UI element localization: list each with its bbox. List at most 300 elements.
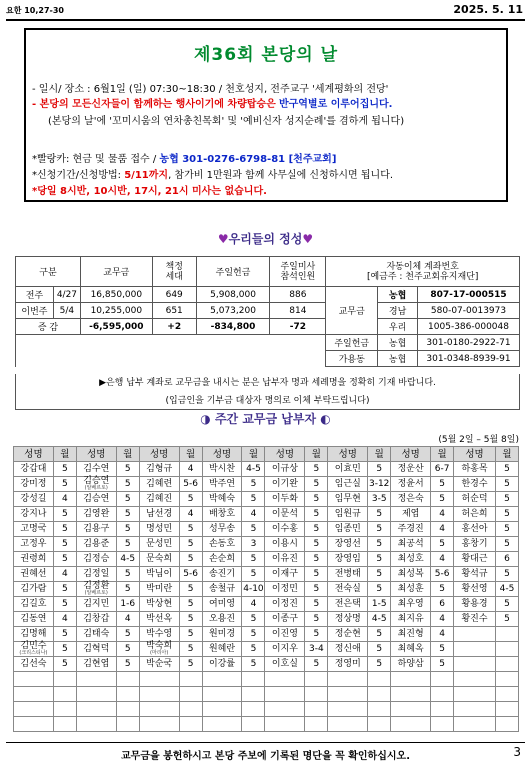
donor-month: 1-5 (368, 597, 391, 612)
donor-name: 원미경 (202, 627, 242, 642)
heart-icon: ♥ (217, 232, 229, 246)
donor-name: 권혜선 (14, 567, 54, 582)
donor-month: 5 (431, 657, 454, 672)
donor-name (139, 672, 179, 687)
donor-month (53, 687, 76, 702)
donor-month: 5 (495, 507, 518, 522)
donor-month: 5 (495, 462, 518, 477)
donor-name: 강미정 (14, 477, 54, 492)
donor-name (202, 672, 242, 687)
donor-month (495, 627, 518, 642)
donor-month (368, 717, 391, 732)
donor-month: 5 (305, 537, 328, 552)
donor-month: 5 (116, 642, 139, 657)
donor-name: 최혜옥 (391, 642, 431, 657)
donor-name: 허순덕 (454, 492, 496, 507)
donor-name (202, 717, 242, 732)
donor-name: 최성호 (391, 552, 431, 567)
donor-month: 5 (242, 567, 265, 582)
donor-month: 3 (242, 537, 265, 552)
donor-name: 하양삼 (391, 657, 431, 672)
table-row (14, 702, 519, 717)
donor-name: 최성복 (391, 567, 431, 582)
table-row (14, 657, 519, 672)
donor-name: 제엽 (391, 507, 431, 522)
donor-name: 전숙실 (328, 582, 368, 597)
note-line-1: ▶은행 납부 계좌로 교무금을 내시는 분은 납부자 명과 세례명을 정확히 기재 바랍니다. (99, 378, 436, 388)
col-header-month: 월 (242, 447, 265, 462)
donor-month: 5 (305, 657, 328, 672)
col-header-month: 월 (179, 447, 202, 462)
header-category: 구분 (16, 257, 81, 287)
donor-name (328, 717, 368, 732)
gyomu-account-label: 교무금 (326, 287, 378, 335)
heart-icon: ♥ (302, 232, 314, 246)
donor-month: 5 (431, 642, 454, 657)
col-header-name: 성명 (391, 447, 431, 462)
donor-name (14, 702, 54, 717)
donor-name: 박순국 (139, 657, 179, 672)
donor-name: 정상명 (328, 612, 368, 627)
donor-month: 5 (305, 552, 328, 567)
baptismal-name: (마리아) (149, 650, 169, 656)
donor-month: 5 (116, 537, 139, 552)
sunday-account-label: 주일헌금 (326, 335, 378, 351)
donor-month (495, 702, 518, 717)
donor-month (431, 672, 454, 687)
donor-name: 이정진 (265, 597, 305, 612)
event-line-5: *신청기간/신청방법: 5/11까지, 참가비 1만원과 함께 사무실에 신청하시면 됩니다. (32, 170, 394, 181)
donor-name (139, 702, 179, 717)
donor-name: 임근실 (328, 477, 368, 492)
donor-month: 5 (242, 612, 265, 627)
donor-name: 김태숙 (76, 627, 116, 642)
col-header-month: 월 (431, 447, 454, 462)
header-accounts: 자동이체 계좌번호 [예금주 : 천주교회유지재단] (326, 257, 520, 287)
col-header-name: 성명 (328, 447, 368, 462)
event-line-6: *당일 8시반, 10시반, 17시, 21시 미사는 없습니다. (32, 186, 267, 197)
donor-month: 4 (431, 507, 454, 522)
donor-month: 5 (116, 522, 139, 537)
donor-month: 5 (179, 642, 202, 657)
donor-month (495, 717, 518, 732)
donor-name: 김길호 (14, 597, 54, 612)
donor-name (454, 687, 496, 702)
donors-title: ◑ 주간 교무금 납부자 ◐ (200, 412, 331, 426)
donor-name: 김용준 (76, 537, 116, 552)
col-header-month: 월 (53, 447, 76, 462)
donor-name (391, 672, 431, 687)
donor-name: 임종민 (328, 522, 368, 537)
donor-month: 5 (495, 612, 518, 627)
donor-name (202, 687, 242, 702)
donor-month: 5 (116, 477, 139, 492)
table-row (14, 642, 519, 657)
donor-name: 배창호 (202, 507, 242, 522)
donor-name: 이기완 (265, 477, 305, 492)
donor-month: 5 (368, 522, 391, 537)
donor-month: 5 (242, 477, 265, 492)
donor-name: 김창갑 (76, 612, 116, 627)
donor-month: 5 (53, 627, 76, 642)
donor-month: 3-12 (368, 477, 391, 492)
donor-name (391, 717, 431, 732)
donor-month (305, 687, 328, 702)
donor-month (305, 702, 328, 717)
donor-name (454, 642, 496, 657)
donor-month: 5 (53, 582, 76, 597)
donor-name: 박수영 (139, 627, 179, 642)
donor-month (431, 687, 454, 702)
donor-name: 장영선 (328, 537, 368, 552)
gospel-reference: 요한 10,27-30 (6, 6, 64, 15)
donor-month: 5 (242, 642, 265, 657)
donor-name: 여미영 (202, 597, 242, 612)
donor-month: 4 (431, 522, 454, 537)
donor-name: 정은숙 (391, 492, 431, 507)
donor-month: 4 (431, 552, 454, 567)
donor-month: 3-4 (305, 642, 328, 657)
donor-name: 홍선아 (454, 522, 496, 537)
donor-month (116, 702, 139, 717)
donor-name: 이강률 (202, 657, 242, 672)
donor-name (76, 687, 116, 702)
donor-month: 5 (242, 492, 265, 507)
donor-month: 4-5 (242, 462, 265, 477)
donor-name: 황석규 (454, 567, 496, 582)
donor-name: 김현엽 (76, 657, 116, 672)
donor-month: 5 (305, 477, 328, 492)
donor-name: 이재구 (265, 567, 305, 582)
donor-month: 5 (368, 567, 391, 582)
donor-name: 손동호 (202, 537, 242, 552)
table-row (14, 537, 519, 552)
donor-name: 황대근 (454, 552, 496, 567)
donor-name: 이규상 (265, 462, 305, 477)
donor-name: 전병태 (328, 567, 368, 582)
donor-month (242, 687, 265, 702)
header-households: 책정 세대 (152, 257, 196, 287)
donor-name: 박주연 (202, 477, 242, 492)
donor-month: 5 (368, 537, 391, 552)
donor-month: 5 (53, 537, 76, 552)
donor-name: 김승연 (알베르토) (76, 477, 116, 492)
event-line-1: - 일시/ 장소 : 6월1일 (일) 07:30~18:30 / 천호성지, 전주교구 '세계평화의 전당' (32, 84, 389, 95)
donor-name: 이종구 (265, 612, 305, 627)
donor-month: 1-6 (116, 597, 139, 612)
donor-month: 5 (431, 477, 454, 492)
donor-name (139, 717, 179, 732)
donor-month: 4 (431, 627, 454, 642)
donor-month: 5 (179, 537, 202, 552)
donor-name (328, 687, 368, 702)
event-notice-box (24, 28, 508, 202)
donor-month: 5 (53, 462, 76, 477)
donor-month: 5-6 (431, 567, 454, 582)
footer-text: 교무금을 봉헌하시고 본당 주보에 기록된 명단을 꼭 확인하십시오. (121, 751, 410, 762)
table-row (14, 597, 519, 612)
event-title: 제36회 본당의 날 (193, 45, 339, 65)
donor-name: 송철규 (202, 582, 242, 597)
donor-month (179, 687, 202, 702)
donor-month (116, 672, 139, 687)
event-line-3: (본당의 날'에 '꼬미시움의 연차총친목회' 및 '예비신자 성지순례'를 겸하게 됩니다) (48, 116, 405, 127)
table-row (14, 627, 519, 642)
donor-month (53, 702, 76, 717)
donor-month: 5 (495, 537, 518, 552)
col-header-name: 성명 (139, 447, 179, 462)
donor-name: 박혜숙 (202, 492, 242, 507)
donor-month: 4 (431, 612, 454, 627)
donor-month (368, 672, 391, 687)
donor-name: 정순현 (328, 627, 368, 642)
donor-month: 5 (495, 567, 518, 582)
donor-name: 이진영 (265, 627, 305, 642)
donor-month (495, 642, 518, 657)
donor-month: 5 (116, 462, 139, 477)
donor-month (305, 672, 328, 687)
donor-name (76, 717, 116, 732)
col-header-month: 월 (368, 447, 391, 462)
donor-name: 김형규 (139, 462, 179, 477)
donor-month: 5 (116, 582, 139, 597)
donor-month: 4 (53, 567, 76, 582)
donor-name (14, 687, 54, 702)
donor-month: 6-7 (431, 462, 454, 477)
donor-month (116, 687, 139, 702)
donor-name: 하홍목 (454, 462, 496, 477)
join-account-label: 가용동 (326, 351, 378, 367)
donor-name: 이용시 (265, 537, 305, 552)
note-line-2: (입금인을 기부금 대상자 명의로 이체 부탁드립니다) (165, 396, 370, 406)
donor-name: 최진형 (391, 627, 431, 642)
col-header-month: 월 (116, 447, 139, 462)
donor-name: 김선숙 (14, 657, 54, 672)
table-row (14, 672, 519, 687)
col-header-name: 성명 (265, 447, 305, 462)
donor-month (368, 702, 391, 717)
half-circle-icon: ◐ (320, 412, 331, 426)
donor-month: 4-5 (495, 582, 518, 597)
donor-name: 정운산 (391, 462, 431, 477)
donor-month: 5 (495, 477, 518, 492)
donor-name (391, 687, 431, 702)
donor-name: 장영임 (328, 552, 368, 567)
donor-name: 정영미 (328, 657, 368, 672)
donor-name: 이수홍 (265, 522, 305, 537)
baptismal-name: (알베르토) (84, 590, 108, 596)
donor-month: 5 (305, 567, 328, 582)
header-attendance: 주일미사 참석인원 (270, 257, 326, 287)
table-row (14, 492, 519, 507)
offering-table: 구분 교무금 책정 세대 주일헌금 주일미사 참석인원 자동이체 계좌번호 [예금주 : 천주교회유지재단] 전주 4/27 16,850,000 649 5,908,000 886 교무금 농협 807-17-000515 이번주 5/4 10,255,000 651 5,073,200 814 경남 580-07-0013973 증 감 -6,595,000 +2 -834,800 -72 우리 1005-386-000048 주일헌금 농협 301-0180-2922-71 가용동 농협 301-0348-8939-91 (15, 256, 520, 367)
baptismal-name: (알베르토) (84, 485, 108, 491)
col-header-month: 월 (305, 447, 328, 462)
donor-name: 손순희 (202, 552, 242, 567)
donor-month: 5 (368, 582, 391, 597)
event-line-4: *빨랑카: 현금 및 물품 접수 / 농협 301-0276-6798-81 [천주교회] (32, 154, 337, 165)
footer-divider (6, 742, 525, 743)
donor-name: 홍창기 (454, 537, 496, 552)
donor-month (179, 717, 202, 732)
table-row (14, 552, 519, 567)
donor-name: 황용경 (454, 597, 496, 612)
donor-name: 김민수 (크리스티나) (14, 642, 54, 657)
donor-name: 이문석 (265, 507, 305, 522)
donor-name (454, 627, 496, 642)
donor-month: 5 (179, 657, 202, 672)
header-gyomu: 교무금 (80, 257, 152, 287)
donor-name: 남선경 (139, 507, 179, 522)
donor-name: 주경진 (391, 522, 431, 537)
donor-month: 5 (242, 552, 265, 567)
donor-name: 문성민 (139, 537, 179, 552)
donor-month: 5-6 (179, 477, 202, 492)
donor-name (265, 687, 305, 702)
donor-month: 4 (242, 507, 265, 522)
donor-month: 5 (53, 552, 76, 567)
offering-note (15, 374, 520, 410)
donor-month: 5 (53, 597, 76, 612)
donor-name: 이호실 (265, 657, 305, 672)
donor-month: 4-10 (242, 582, 265, 597)
donor-month: 5 (431, 582, 454, 597)
baptismal-name: (크리스티나) (19, 650, 48, 656)
donor-name: 김승연 (76, 492, 116, 507)
donor-month: 5 (368, 552, 391, 567)
donor-name: 김정승 (76, 552, 116, 567)
donor-name: 최우영 (391, 597, 431, 612)
donor-name: 고정우 (14, 537, 54, 552)
donor-month: 5 (305, 627, 328, 642)
donor-name (76, 702, 116, 717)
donor-month: 5 (116, 657, 139, 672)
donor-name: 이유진 (265, 552, 305, 567)
donor-name: 김수연 (76, 462, 116, 477)
donor-month: 5 (495, 597, 518, 612)
donor-month: 5 (495, 492, 518, 507)
donor-name: 박님이 (139, 567, 179, 582)
table-row (14, 462, 519, 477)
donor-month: 5 (179, 522, 202, 537)
donor-name: 박미란 (139, 582, 179, 597)
donor-month: 5 (305, 597, 328, 612)
donor-name: 김혁덕 (76, 642, 116, 657)
donor-month (242, 717, 265, 732)
donor-month: 5 (305, 612, 328, 627)
donor-month: 5 (179, 612, 202, 627)
donor-month: 5 (431, 492, 454, 507)
donor-month: 5 (242, 522, 265, 537)
donor-month: 5 (116, 567, 139, 582)
col-header-name: 성명 (76, 447, 116, 462)
donor-name (265, 672, 305, 687)
row-diff-label: 증 감 (16, 319, 81, 335)
donor-month: 5 (116, 507, 139, 522)
donor-month: 5 (242, 657, 265, 672)
donor-name (14, 717, 54, 732)
donor-name: 강갑대 (14, 462, 54, 477)
donor-name: 최지유 (391, 612, 431, 627)
donor-name: 송진기 (202, 567, 242, 582)
donor-name: 정신애 (328, 642, 368, 657)
donor-month: 5 (179, 597, 202, 612)
table-row (14, 687, 519, 702)
donor-month: 3-5 (368, 492, 391, 507)
donor-name: 김동연 (14, 612, 54, 627)
table-row (14, 612, 519, 627)
donor-month (53, 672, 76, 687)
donor-name (265, 702, 305, 717)
donor-name: 이정민 (265, 582, 305, 597)
donor-name: 김가람 (14, 582, 54, 597)
donor-name: 최공석 (391, 537, 431, 552)
donor-name: 고명국 (14, 522, 54, 537)
donor-name (391, 702, 431, 717)
donor-name: 전은택 (328, 597, 368, 612)
donor-name: 김혜진 (139, 492, 179, 507)
donor-name: 황선영 (454, 582, 496, 597)
donor-name (14, 672, 54, 687)
donor-name: 황진수 (454, 612, 496, 627)
donor-name: 원혜란 (202, 642, 242, 657)
donor-name: 문숙희 (139, 552, 179, 567)
donor-month: 5 (305, 507, 328, 522)
donor-month: 5 (53, 507, 76, 522)
col-header-month: 월 (495, 447, 518, 462)
donor-month: 5 (116, 492, 139, 507)
donor-month: 5-6 (179, 567, 202, 582)
donor-month: 4 (179, 462, 202, 477)
table-row (14, 477, 519, 492)
donor-name (454, 702, 496, 717)
col-header-name: 성명 (454, 447, 496, 462)
donor-month: 5 (305, 492, 328, 507)
donor-name: 김정환 (알베르토) (76, 582, 116, 597)
donor-name: 김혜련 (139, 477, 179, 492)
donor-name (454, 657, 496, 672)
donor-month: 4 (53, 612, 76, 627)
donor-month (179, 702, 202, 717)
page-header (6, 3, 525, 21)
donor-month (242, 672, 265, 687)
header-sunday: 주일헌금 (196, 257, 270, 287)
event-line-2: - 본당의 모든신자들이 함께하는 행사이기에 차량탑승은 반구역별로 이루어집니다. (32, 99, 393, 110)
donor-name: 이두화 (265, 492, 305, 507)
donor-name (328, 702, 368, 717)
table-row (14, 582, 519, 597)
donor-month: 5 (53, 642, 76, 657)
donor-month: 5 (368, 642, 391, 657)
donor-name (139, 687, 179, 702)
donor-month (495, 687, 518, 702)
donor-name: 김정일 (76, 567, 116, 582)
donor-month: 5 (368, 507, 391, 522)
col-header-name: 성명 (14, 447, 54, 462)
donor-name: 강지나 (14, 507, 54, 522)
donor-month (431, 702, 454, 717)
page-number: 3 (513, 745, 521, 759)
donor-name: 김영완 (76, 507, 116, 522)
donor-name: 박시찬 (202, 462, 242, 477)
table-row (14, 522, 519, 537)
donor-month: 5 (305, 582, 328, 597)
donor-name: 박상현 (139, 597, 179, 612)
row-this-label: 이번주 (16, 303, 54, 319)
donor-month (368, 687, 391, 702)
donor-name: 김명해 (14, 627, 54, 642)
donor-month: 5 (305, 522, 328, 537)
